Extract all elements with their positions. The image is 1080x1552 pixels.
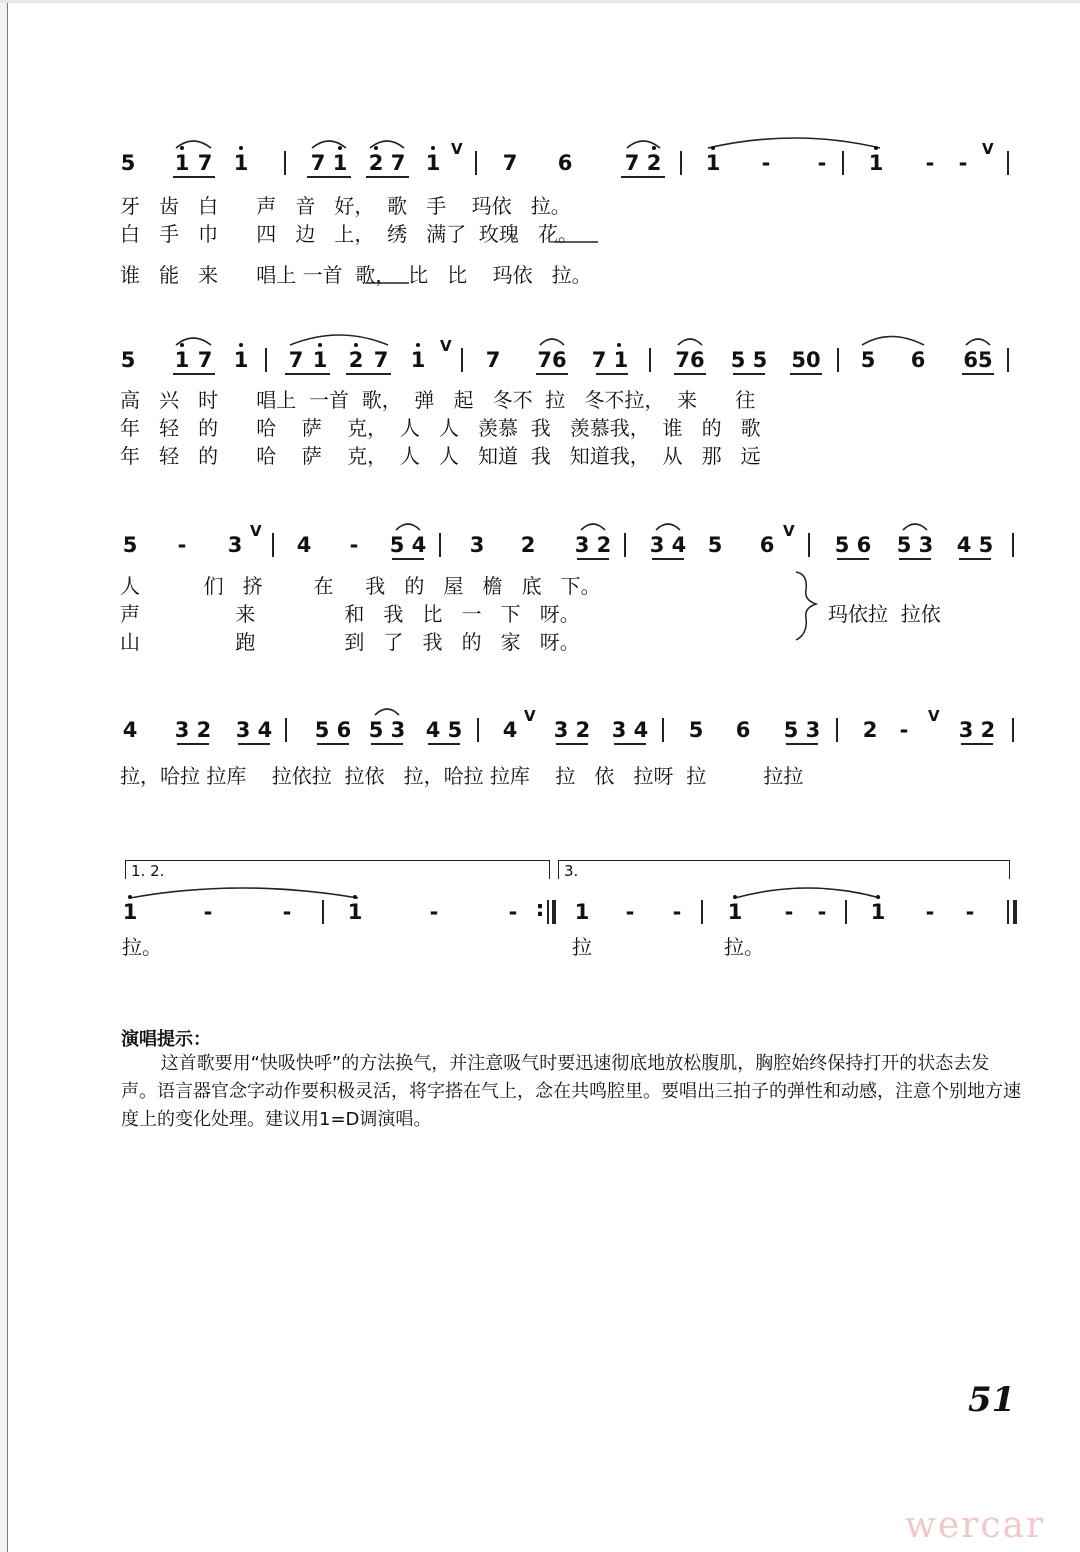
lyric-line: 拉。	[724, 935, 764, 959]
note: 7	[288, 348, 304, 372]
note: 7	[390, 151, 406, 175]
note: 1	[122, 900, 138, 924]
note: 1	[870, 900, 886, 924]
note: 2	[368, 151, 384, 175]
note: 3 2	[574, 533, 612, 557]
note: 3 4	[649, 533, 687, 557]
note: 4	[122, 718, 138, 742]
page-number: 51	[968, 1380, 1016, 1420]
repeat-dots: :	[535, 897, 545, 922]
lyric-line: 高 兴 时 唱上 一首 歌， 弹 起 冬不 拉 冬不拉， 来 往	[120, 388, 756, 412]
note: 1	[347, 900, 363, 924]
slur	[903, 524, 927, 530]
note: 4 5	[956, 533, 994, 557]
note: 1	[705, 151, 721, 175]
note: 3	[469, 533, 485, 557]
lyric-line: 山 跑 到 了 我 的 家 呀。	[120, 630, 580, 654]
volta-label: 1. 2.	[131, 862, 165, 880]
breath-mark: V	[440, 337, 452, 355]
lyric-line: 年 轻 的 哈 萨 克， 人 人 羡慕 我 羡慕我， 谁 的 歌	[120, 416, 761, 440]
lyric-line: 拉。	[122, 935, 162, 959]
note: -	[965, 900, 975, 924]
note: 5 3	[783, 718, 821, 742]
note: 1	[727, 900, 743, 924]
note: 7 1	[591, 348, 629, 372]
note: 3 2	[174, 718, 212, 742]
note: -	[508, 900, 518, 924]
note: -	[282, 900, 292, 924]
note: 1	[233, 151, 249, 175]
note: 5 6	[834, 533, 872, 557]
note: 4	[296, 533, 312, 557]
volta-label: 3.	[564, 862, 579, 880]
note: 1	[332, 151, 348, 175]
note: 7	[197, 348, 213, 372]
slur	[656, 524, 680, 530]
breath-mark: V	[928, 707, 940, 725]
note: 1	[174, 151, 190, 175]
slur	[966, 339, 990, 345]
slur	[862, 337, 924, 346]
lyric-brace	[796, 572, 816, 640]
note: -	[899, 718, 909, 742]
slur	[581, 524, 605, 530]
note: 1	[312, 348, 328, 372]
note: 5 4	[389, 533, 427, 557]
lyric-line: 年 轻 的 哈 萨 克， 人 人 知道 我 知道我， 从 那 远	[120, 444, 761, 468]
slur	[735, 888, 880, 898]
note: 65	[963, 348, 993, 372]
lyric-line: 声 来 和 我 比 一 下 呀。	[120, 602, 580, 626]
lyric-line: 谁 能 来 唱上 一首 歌， 比 比 玛依 拉。	[120, 263, 592, 287]
note: 3	[227, 533, 243, 557]
note: 5	[122, 533, 138, 557]
lyric-line: 拉，哈拉 拉库 拉依拉 拉依 拉，哈拉 拉库 拉 依 拉呀 拉 拉拉	[120, 764, 804, 788]
hint-title: 演唱提示：	[121, 1029, 211, 1050]
note: 4	[502, 718, 518, 742]
note: 5	[860, 348, 876, 372]
note: 7	[502, 151, 518, 175]
note: 2	[520, 533, 536, 557]
note: 50	[791, 348, 821, 372]
breath-mark: V	[783, 522, 795, 540]
breath-mark: V	[250, 522, 262, 540]
note: -	[672, 900, 682, 924]
note: 76	[675, 348, 705, 372]
lyric-line: 拉	[572, 935, 592, 959]
slur	[678, 339, 702, 345]
note: 6	[910, 348, 926, 372]
slur	[708, 138, 880, 148]
breath-mark: V	[451, 140, 463, 158]
note: 3 4	[611, 718, 649, 742]
breath-mark: V	[524, 707, 536, 725]
hint-body: 这首歌要用“快吸快呼”的方法换气，并注意吸气时要迅速彻底地放松腹肌，胸腔始终保持打开的状态去发声。语言器官念字动作要积极灵活，将字搭在气上，念在共鸣腔里。要唱出三拍子的弹性和动感，注意个别地方速度上的变化处理。建议用1=D调演唱。	[121, 1053, 1021, 1130]
slur	[130, 888, 358, 898]
note: 5 5	[730, 348, 768, 372]
note: 7	[373, 348, 389, 372]
note: -	[761, 151, 771, 175]
note: 7	[197, 151, 213, 175]
slur	[290, 335, 388, 345]
note: 2	[862, 718, 878, 742]
note: 3 4	[235, 718, 273, 742]
note: -	[925, 900, 935, 924]
note: -	[817, 151, 827, 175]
note: 1	[425, 151, 441, 175]
note: 3 2	[958, 718, 996, 742]
slur	[375, 709, 399, 715]
refrain-lyric: 玛依拉 拉依	[828, 602, 941, 626]
note: 1	[868, 151, 884, 175]
note: -	[349, 533, 359, 557]
watermark: wercar	[905, 1505, 1046, 1546]
note: 7	[310, 151, 326, 175]
note: 2	[646, 151, 662, 175]
note: -	[177, 533, 187, 557]
note: 6	[759, 533, 775, 557]
note: 7	[485, 348, 501, 372]
note: -	[784, 900, 794, 924]
note: -	[958, 151, 968, 175]
slur	[396, 524, 420, 530]
note: 5	[688, 718, 704, 742]
note: -	[925, 151, 935, 175]
note: 3 2	[553, 718, 591, 742]
note: -	[817, 900, 827, 924]
note: 7	[624, 151, 640, 175]
note: -	[429, 900, 439, 924]
note: -	[625, 900, 635, 924]
note: 6	[557, 151, 573, 175]
note: 1	[574, 900, 590, 924]
note: -	[203, 900, 213, 924]
note: 76	[537, 348, 567, 372]
note: 5 3	[896, 533, 934, 557]
note: 5 3	[368, 718, 406, 742]
note: 5	[707, 533, 723, 557]
breath-mark: V	[982, 140, 994, 158]
note: 6	[735, 718, 751, 742]
lyric-line: 人 们 挤 在 我 的 屋 檐 底 下。	[120, 574, 601, 598]
note: 2	[348, 348, 364, 372]
note: 4 5	[425, 718, 463, 742]
lyric-line: 牙 齿 白 声 音 好， 歌 手 玛依 拉。	[120, 194, 571, 218]
note: 5	[120, 348, 136, 372]
note: 1	[233, 348, 249, 372]
note: 1	[410, 348, 426, 372]
slur	[540, 339, 564, 345]
lyric-line: 白 手 巾 四 边 上， 绣 满了 玫瑰 花。	[120, 222, 579, 246]
note: 1	[174, 348, 190, 372]
note: 5 6	[314, 718, 352, 742]
note: 5	[120, 151, 136, 175]
